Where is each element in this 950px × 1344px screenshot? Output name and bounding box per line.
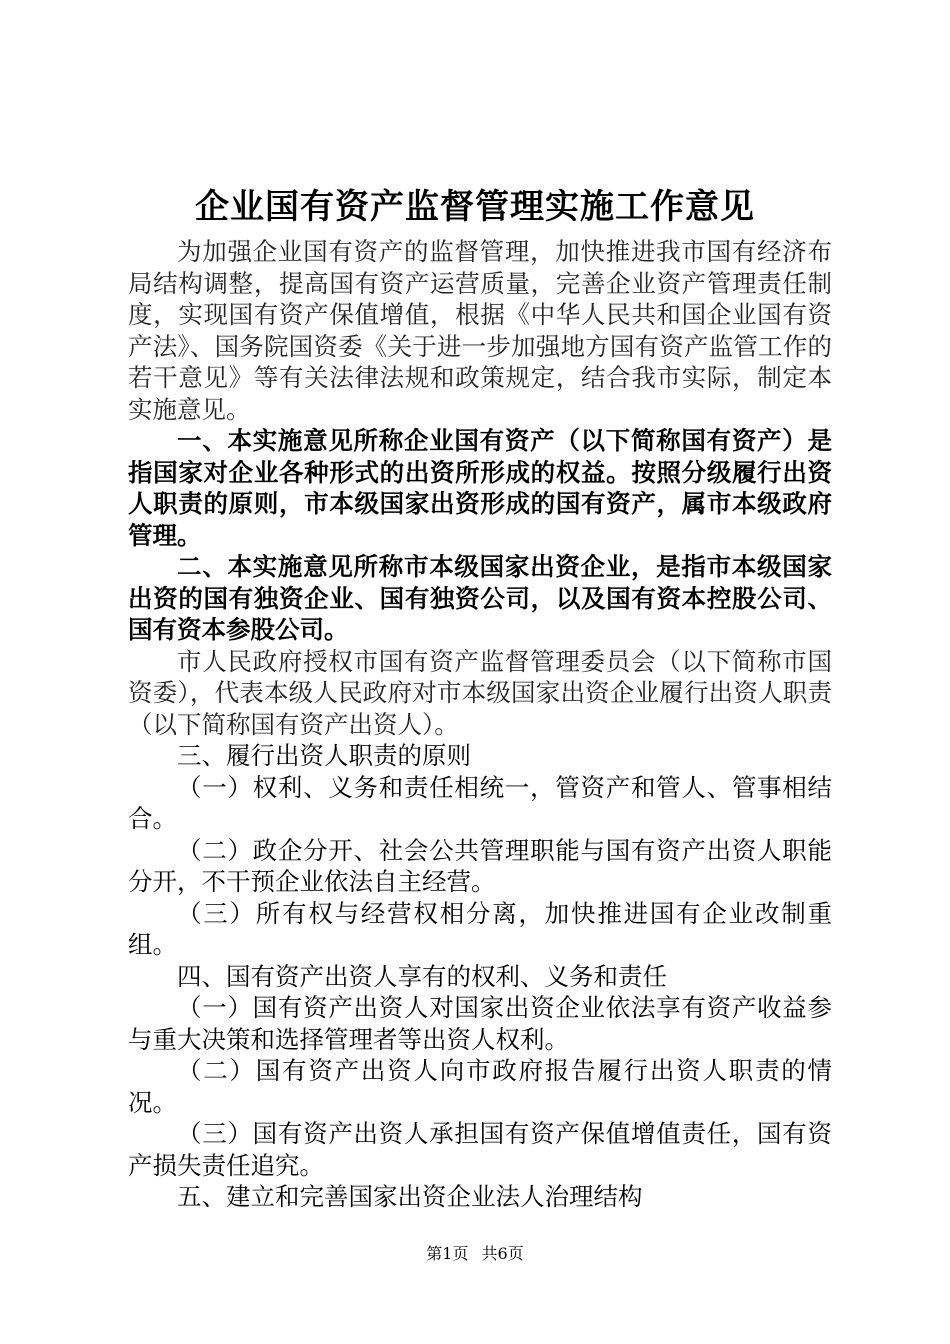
section-4-item-3: （三）国有资产出资人承担国有资产保值增值责任，国有资产损失责任追究。 xyxy=(128,1119,832,1180)
document-body xyxy=(128,236,832,1213)
page-total: 共6页 xyxy=(481,1244,524,1263)
page-footer xyxy=(0,1244,950,1264)
section-4-heading: 四、国有资产出资人享有的权利、义务和责任 xyxy=(177,961,667,991)
section-4-item-2: （二）国有资产出资人向市政府报告履行出资人职责的情况。 xyxy=(128,1056,832,1117)
section-3-item-1: （一）权利、义务和责任相统一，管资产和管人、管事相结合。 xyxy=(128,772,832,833)
section-3-item-2: （二）政企分开、社会公共管理职能与国有资产出资人职能分开，不干预企业依法自主经营。 xyxy=(128,835,832,896)
authorization-paragraph: 市人民政府授权市国有资产监督管理委员会（以下简称市国资委），代表本级人民政府对市本级国家出资企业履行出资人职责（以下简称国有资产出资人）。 xyxy=(128,646,832,739)
document-title: 企业国有资产监督管理实施工作意见 xyxy=(195,187,755,227)
section-3-heading: 三、履行出资人职责的原则 xyxy=(177,741,471,770)
section-2-paragraph: 二、本实施意见所称市本级国家出资企业，是指市本级国家出资的国有独资企业、国有独资公司，以及国有资本控股公司、国有资本参股公司。 xyxy=(128,552,832,644)
section-4-item-1: （一）国有资产出资人对国家出资企业依法享有资产收益参与重大决策和选择管理者等出资人权利。 xyxy=(128,993,832,1054)
section-1-paragraph: 一、本实施意见所称企业国有资产（以下简称国有资产）是指国家对企业各种形式的出资所形成的权益。按照分级履行出资人职责的原则，市本级国家出资形成的国有资产，属市本级政府管理。 xyxy=(128,426,832,550)
page-number: 第1页 xyxy=(426,1244,469,1263)
section-3-item-3: （三）所有权与经营权相分离，加快推进国有企业改制重组。 xyxy=(128,898,832,959)
section-5-heading: 五、建立和完善国家出资企业法人治理结构 xyxy=(177,1182,643,1211)
intro-paragraph: 为加强企业国有资产的监督管理，加快推进我市国有经济布局结构调整，提高国有资产运营质量，完善企业资产管理责任制度，实现国有资产保值增值，根据《中华人民共和国企业国有资产法》、国务院国资委《关于进一步加强地方国有资产监管工作的若干意见》等有关法律法规和政策规定，结合我市实际，制定本实施意见。 xyxy=(128,237,832,424)
